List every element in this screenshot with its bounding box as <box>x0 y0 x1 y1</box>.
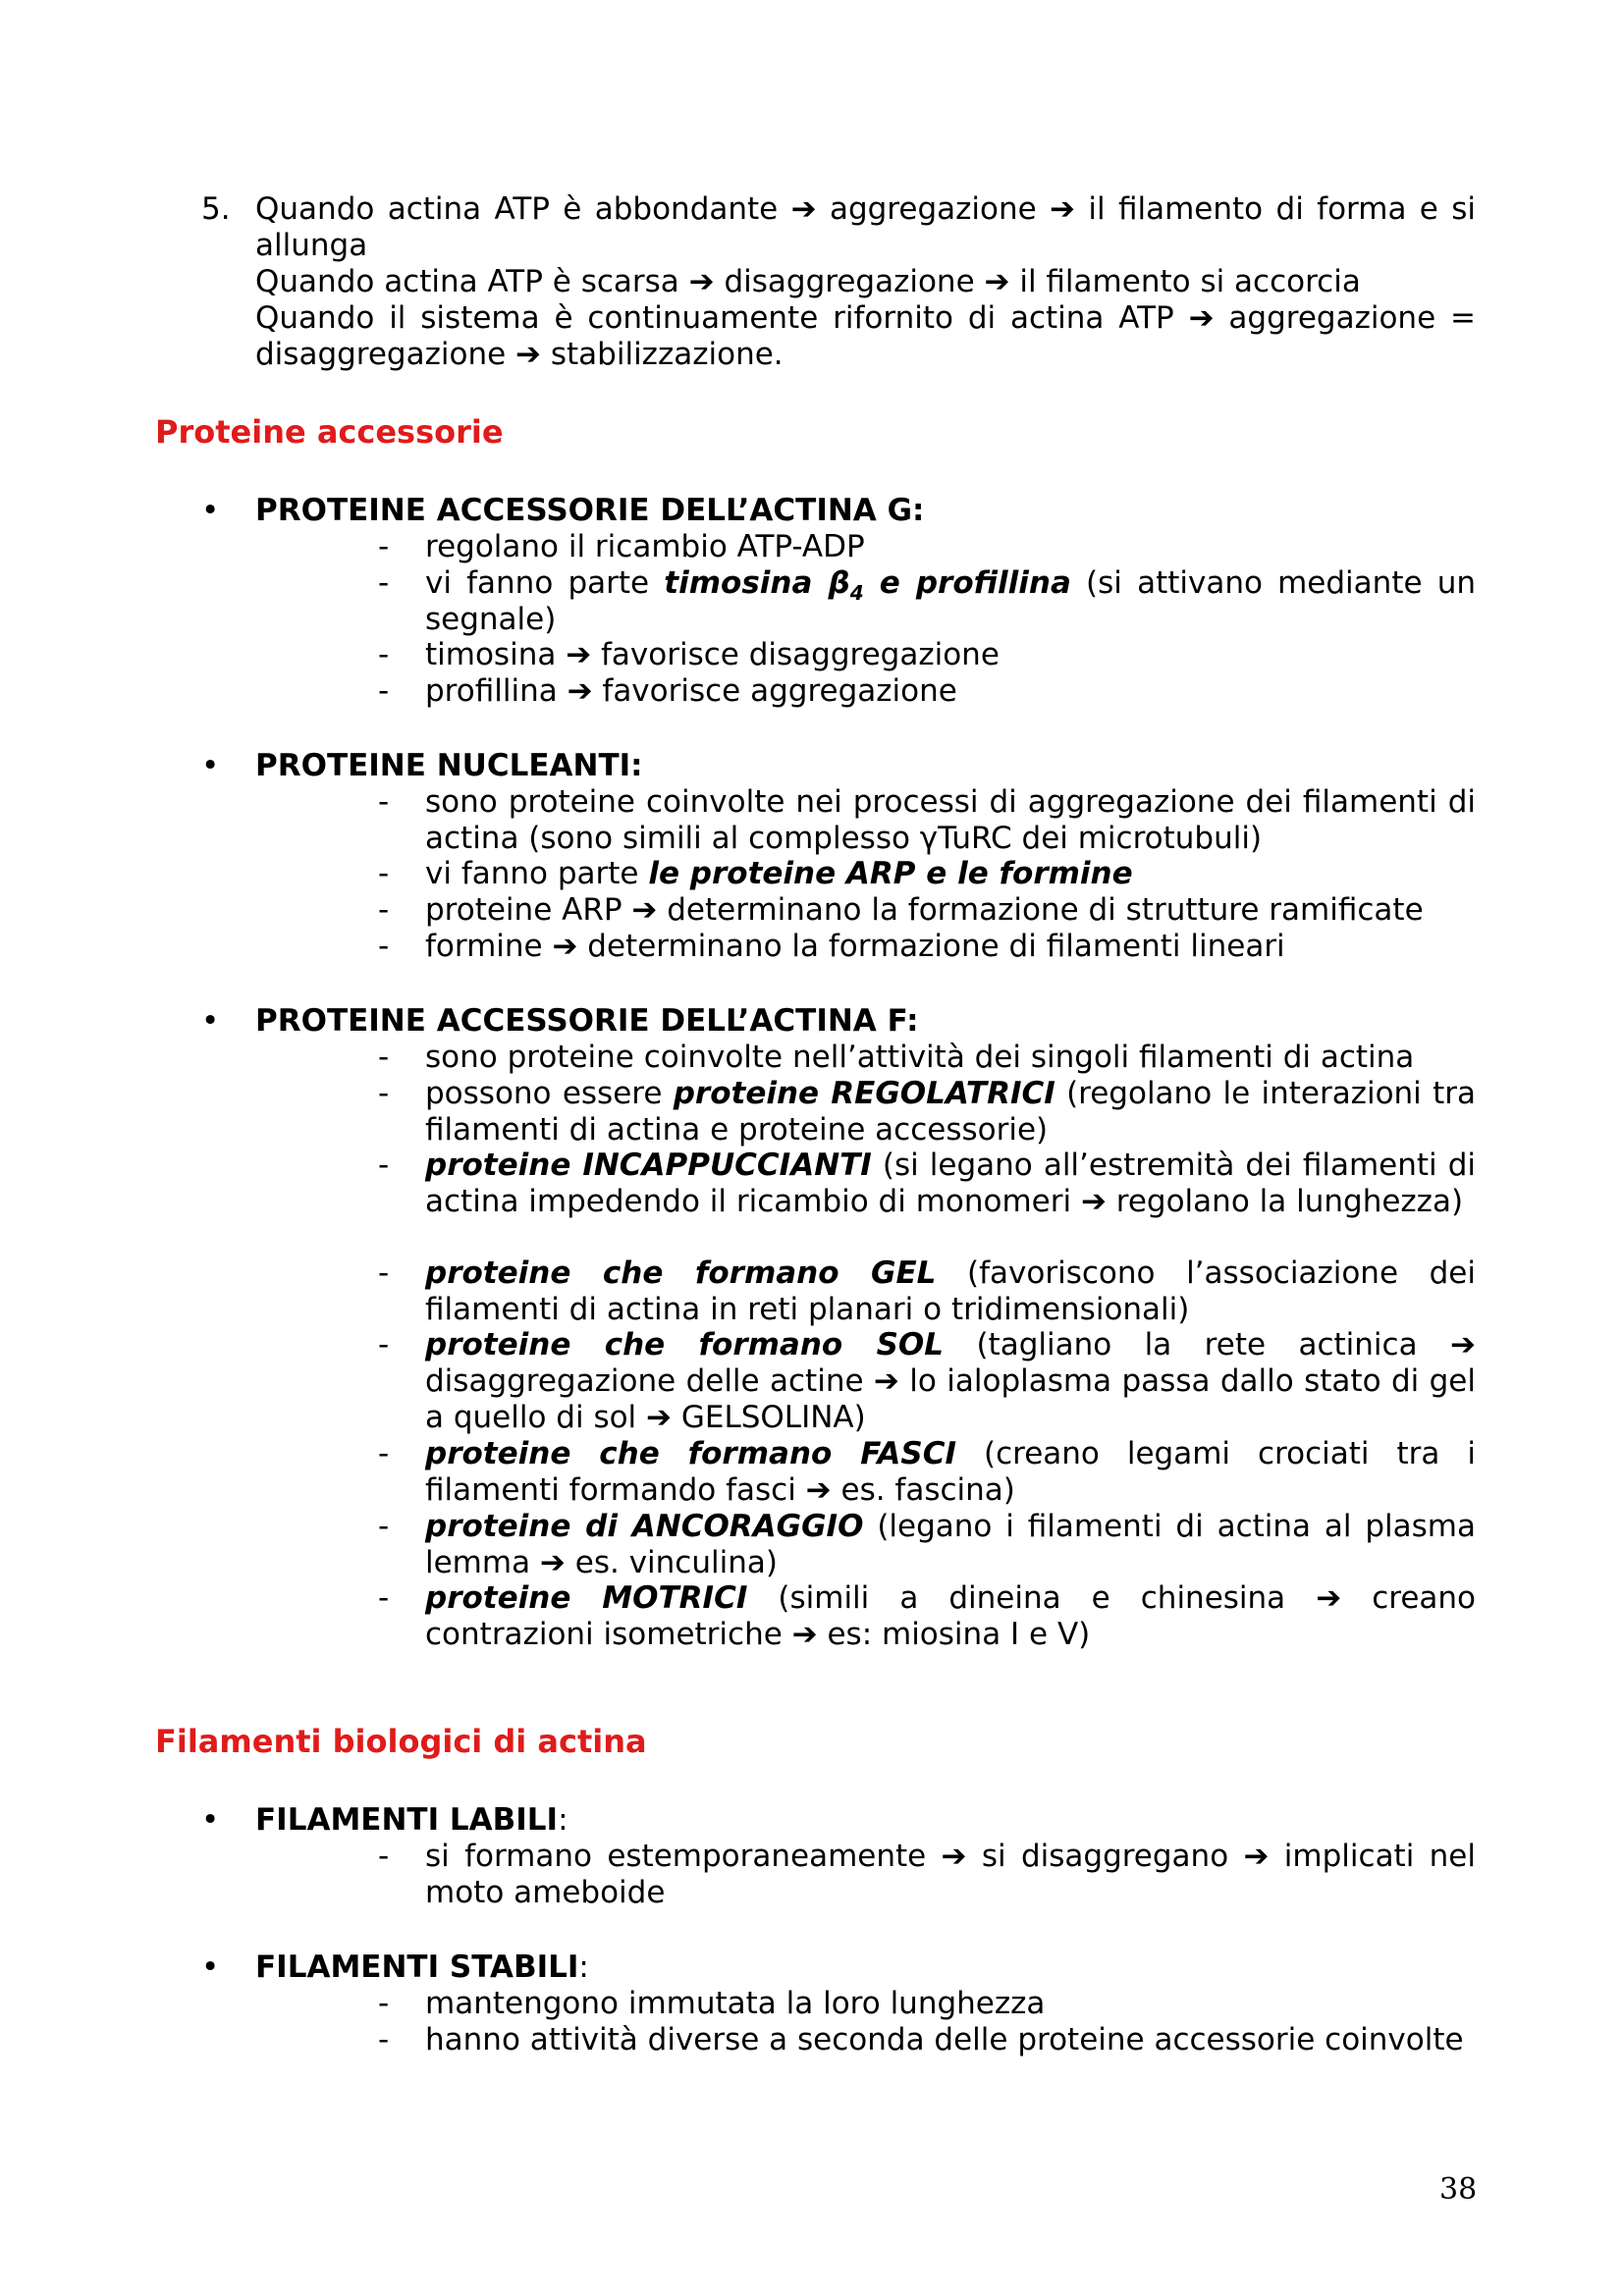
list-item: - profillina ➔ favorisce aggregazione <box>378 673 957 709</box>
bullet-symbol: • <box>201 1003 220 1039</box>
bullet-title: FILAMENTI LABILI: <box>255 1802 568 1838</box>
page-number: 38 <box>1439 2172 1478 2207</box>
list-item: - proteine INCAPPUCCIANTI (si legano all’estremità dei filamenti di actina impedendo il ricambio di monomeri ➔ regolano la lunghezza) <box>378 1148 1477 1219</box>
list-item: - proteine che formano FASCI (creano legami crociati tra i filamenti formando fasci ➔ es. fascina) <box>378 1436 1476 1508</box>
dash-symbol: - <box>378 1076 390 1111</box>
dash-symbol: - <box>378 1148 390 1183</box>
list-item: - regolano il ricambio ATP-ADP <box>378 529 865 564</box>
item-5-line-3: Quando il sistema è continuamente rifornito di actina ATP ➔ aggregazione = disaggregazione ➔ stabilizzazione. <box>255 300 1476 372</box>
dash-symbol: - <box>378 637 390 672</box>
list-item: - timosina ➔ favorisce disaggregazione <box>378 637 1000 672</box>
list-item: - proteine di ANCORAGGIO (legano i filamenti di actina al plasma lemma ➔ es. vinculina) <box>378 1509 1477 1580</box>
bullet-symbol: • <box>201 1802 220 1838</box>
dash-symbol: - <box>378 2022 390 2057</box>
dash-symbol: - <box>378 784 390 820</box>
list-item: - sono proteine coinvolte nell’attività dei singoli filamenti di actina <box>378 1040 1415 1075</box>
list-item: - mantengono immutata la loro lunghezza <box>378 1986 1046 2021</box>
list-item: - proteine che formano GEL (favoriscono l’associazione dei filamenti di actina in reti planari o tridimensionali) <box>378 1255 1476 1327</box>
section-heading-filamenti-biologici: Filamenti biologici di actina <box>155 1723 647 1760</box>
item-5-line-1: Quando actina ATP è abbondante ➔ aggregazione ➔ il filamento di forma e si allunga <box>255 191 1476 263</box>
list-item: - possono essere proteine REGOLATRICI (regolano le interazioni tra filamenti di actina e proteine accessorie) <box>378 1076 1476 1148</box>
dash-symbol: - <box>378 1327 390 1362</box>
list-item: - proteine che formano SOL (tagliano la rete actinica ➔ disaggregazione delle actine ➔ lo ialoplasma passa dallo stato di gel a quello di sol ➔ GELSOLINA) <box>378 1327 1476 1435</box>
dash-symbol: - <box>378 1040 390 1075</box>
bullet-title: PROTEINE ACCESSORIE DELL’ACTINA F: <box>255 1003 919 1039</box>
list-item: - vi fanno parte timosina $\beta_4$ e profillina (si attivano mediante un segnale) <box>378 565 1477 637</box>
bullet-symbol: • <box>201 748 220 783</box>
dash-symbol: - <box>378 1839 390 1874</box>
dash-symbol: - <box>378 1986 390 2021</box>
list-item: - si formano estemporaneamente ➔ si disaggregano ➔ implicati nel moto ameboide <box>378 1839 1476 1910</box>
dash-symbol: - <box>378 856 390 891</box>
dash-symbol: - <box>378 1509 390 1544</box>
dash-symbol: - <box>378 1580 390 1616</box>
dash-symbol: - <box>378 892 390 928</box>
bullet-symbol: • <box>201 1949 220 1985</box>
item-5-line-2: Quando actina ATP è scarsa ➔ disaggregazione ➔ il filamento si accorcia <box>255 264 1361 299</box>
bullet-symbol: • <box>201 493 220 528</box>
list-item: - hanno attività diverse a seconda delle proteine accessorie coinvolte <box>378 2022 1464 2057</box>
list-item: - proteine MOTRICI (simili a dineina e chinesina ➔ creano contrazioni isometriche ➔ es: miosina I e V) <box>378 1580 1477 1652</box>
bullet-title: FILAMENTI STABILI: <box>255 1949 589 1985</box>
list-item: - formine ➔ determinano la formazione di filamenti lineari <box>378 929 1285 964</box>
dash-symbol: - <box>378 565 390 601</box>
list-item: - sono proteine coinvolte nei processi di aggregazione dei filamenti di actina (sono simili al complesso γTuRC dei microtubuli) <box>378 784 1476 856</box>
item-number: 5. <box>201 191 231 227</box>
section-heading-proteine-accessorie: Proteine accessorie <box>155 413 504 451</box>
bullet-title: PROTEINE ACCESSORIE DELL’ACTINA G: <box>255 493 925 528</box>
dash-symbol: - <box>378 929 390 964</box>
bullet-title: PROTEINE NUCLEANTI: <box>255 748 643 783</box>
list-item: - vi fanno parte le proteine ARP e le formine <box>378 856 1133 891</box>
dash-symbol: - <box>378 529 390 564</box>
dash-symbol: - <box>378 1255 390 1291</box>
dash-symbol: - <box>378 673 390 709</box>
list-item: - proteine ARP ➔ determinano la formazione di strutture ramificate <box>378 892 1424 928</box>
dash-symbol: - <box>378 1436 390 1471</box>
